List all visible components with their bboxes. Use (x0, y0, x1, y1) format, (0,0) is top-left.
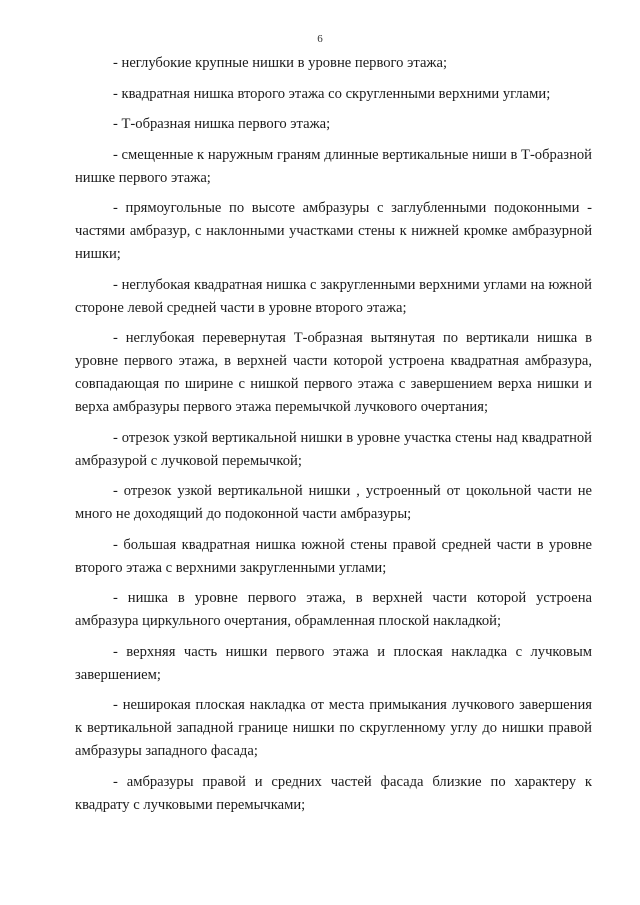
list-item: - неглубокая перевернутая Т-образная вытянутая по вертикали нишка в уровне первого этажа, в верхней части которой устроена квадратная амбразура, совпадающая по ширине с нишкой первого этажа с завершением верха нишки и верха амбразуры первого этажа перемычкой лучкового очертания; (75, 330, 592, 415)
list-item: - верхняя часть нишки первого этажа и плоская накладка с лучковым завершением; (75, 643, 592, 683)
list-item: - неглубокая квадратная нишка с закругленными верхними углами на южной стороне левой средней части в уровне второго этажа; (75, 276, 592, 316)
document-body (75, 52, 592, 824)
page-number: 6 (317, 33, 323, 45)
list-item: - квадратная нишка второго этажа со скругленными верхними углами; (113, 85, 551, 102)
list-item: - смещенные к наружным граням длинные вертикальные ниши в Т-образной нишке первого этажа; (75, 146, 592, 186)
list-item: - большая квадратная нишка южной стены правой средней части в уровне второго этажа с верхними закругленными углами; (75, 536, 592, 576)
list-item: - нишка в уровне первого этажа, в верхней части которой устроена амбразура циркульного очертания, обрамленная плоской накладкой; (75, 590, 592, 629)
list-item: - прямоугольные по высоте амбразуры с заглубленными подоконными - частями амбразур, с наклонными участками стены к нижней кромке амбразурной нишки; (75, 200, 592, 262)
list-item: - отрезок узкой вертикальной нишки в уровне участка стены над квадратной амбразурой с лучковой перемычкой; (75, 429, 592, 469)
list-item: - неширокая плоская накладка от места примыкания лучкового завершения к вертикальной западной границе нишки по скругленному углу до нишки правой амбразуры западного фасада; (75, 697, 592, 759)
list-item: - амбразуры правой и средних частей фасада близкие по характеру к квадрату с лучковыми перемычками; (75, 773, 592, 813)
list-item: - неглубокие крупные нишки в уровне первого этажа; (113, 55, 448, 71)
list-item: - отрезок узкой вертикальной нишки , устроенный от цокольной части не много не доходящий до подоконной части амбразуры; (75, 483, 592, 522)
list-item: - Т-образная нишка первого этажа; (113, 116, 331, 132)
